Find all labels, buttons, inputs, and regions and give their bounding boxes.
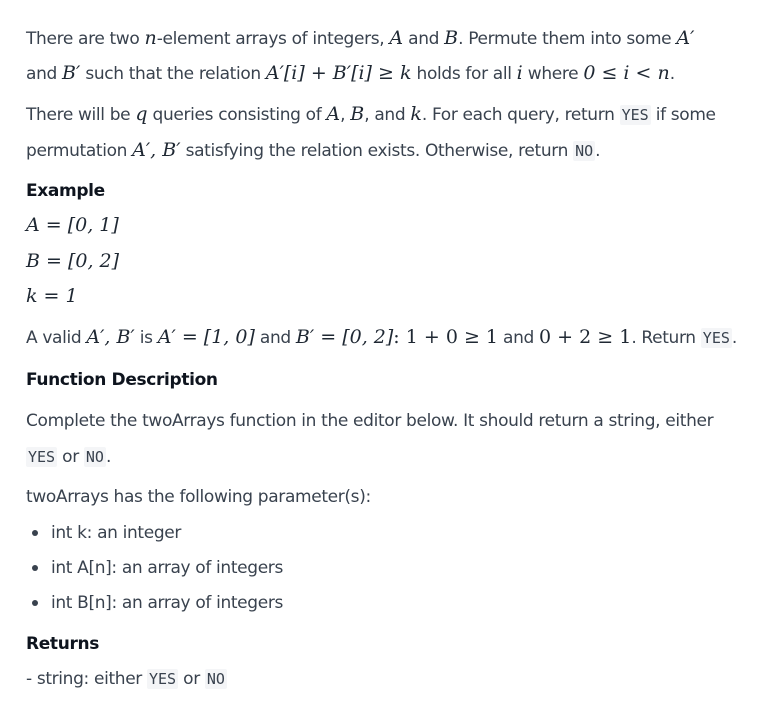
example-valid-line	[26, 326, 737, 348]
text: holds for all	[411, 64, 517, 84]
math-A: A	[389, 27, 404, 49]
bullet-icon	[32, 600, 38, 606]
math-A-prime: A′	[676, 27, 695, 49]
text: There will be	[26, 105, 136, 125]
function-description-line-2	[26, 447, 111, 467]
function-description-line-1: Complete the twoArrays function in the editor below. It should return a string, either	[26, 411, 714, 431]
text: where	[522, 64, 584, 84]
text: and	[26, 64, 62, 84]
code-yes: YES	[28, 448, 56, 466]
example-k	[26, 285, 78, 307]
math-a-prime-eq: A′ = [1, 0]	[157, 326, 255, 348]
math-B-prime: B′	[62, 62, 81, 84]
bullet-icon	[32, 565, 38, 571]
queries-line-2	[26, 139, 600, 161]
text: .	[105, 447, 112, 467]
math-a-line: A = [0, 1]	[26, 214, 119, 236]
code-no: NO	[575, 142, 594, 160]
text: ,	[340, 105, 351, 125]
math-B: B	[350, 103, 365, 125]
param-item: int A[n]: an array of integers	[51, 558, 283, 578]
math-k-line: k = 1	[26, 285, 78, 307]
example-a	[26, 214, 119, 236]
text: queries consisting of	[147, 105, 327, 125]
text: if some	[650, 105, 716, 125]
math-n: n	[144, 27, 157, 49]
intro-line-2	[26, 62, 675, 84]
queries-line-1	[26, 103, 716, 125]
returns-heading: Returns	[26, 634, 100, 654]
example-heading: Example	[26, 181, 105, 201]
text: . Permute them into some	[458, 29, 677, 49]
math-relation: A′[i] + B′[i] ≥ k	[265, 62, 412, 84]
text: , and	[364, 105, 411, 125]
math-A: A	[326, 103, 341, 125]
text: and	[254, 328, 296, 348]
math-expr-2: 0 + 2 ≥ 1	[539, 326, 632, 348]
text: A valid	[26, 328, 87, 348]
math-b-prime-eq: B′ = [0, 2]	[295, 326, 394, 348]
code-no: NO	[85, 448, 104, 466]
code-yes: YES	[621, 106, 649, 124]
text: . For each query, return	[421, 105, 620, 125]
text: .	[731, 328, 737, 348]
math-B: B	[444, 27, 459, 49]
intro-line-1	[26, 27, 694, 49]
text: or	[57, 447, 84, 467]
code-yes: YES	[149, 670, 177, 688]
function-description-heading: Function Description	[26, 370, 218, 390]
text: - string: either	[26, 669, 147, 689]
text: :	[393, 326, 406, 348]
text: .	[669, 64, 675, 84]
params-intro: twoArrays has the following parameter(s):	[26, 487, 371, 507]
math-expr-1: 1 + 0 ≥ 1	[405, 326, 498, 348]
text: -element arrays of integers,	[156, 29, 390, 49]
math-b-line: B = [0, 2]	[26, 250, 120, 272]
math-A-prime-B-prime: A′, B′	[132, 139, 181, 161]
param-item: int k: an integer	[51, 523, 182, 543]
math-A-prime-B-prime: A′, B′	[86, 326, 135, 348]
math-q: q	[135, 103, 148, 125]
text: or	[178, 669, 205, 689]
bullet-icon	[32, 530, 38, 536]
math-k: k	[410, 103, 422, 125]
code-no: NO	[206, 670, 225, 688]
text: satisfying the relation exists. Otherwise, return	[180, 141, 574, 161]
param-item: int B[n]: an array of integers	[51, 593, 283, 613]
returns-line	[26, 669, 227, 689]
text: such that the relation	[80, 64, 266, 84]
math-range: 0 ≤ i < n	[583, 62, 670, 84]
text: .	[595, 141, 601, 161]
math-i: i	[516, 62, 523, 84]
example-b	[26, 250, 119, 272]
code-yes: YES	[702, 329, 730, 347]
text: and	[498, 328, 540, 348]
text: permutation	[26, 141, 133, 161]
text: and	[403, 29, 445, 49]
text: . Return	[631, 328, 701, 348]
text: is	[134, 328, 158, 348]
text: There are two	[26, 29, 145, 49]
